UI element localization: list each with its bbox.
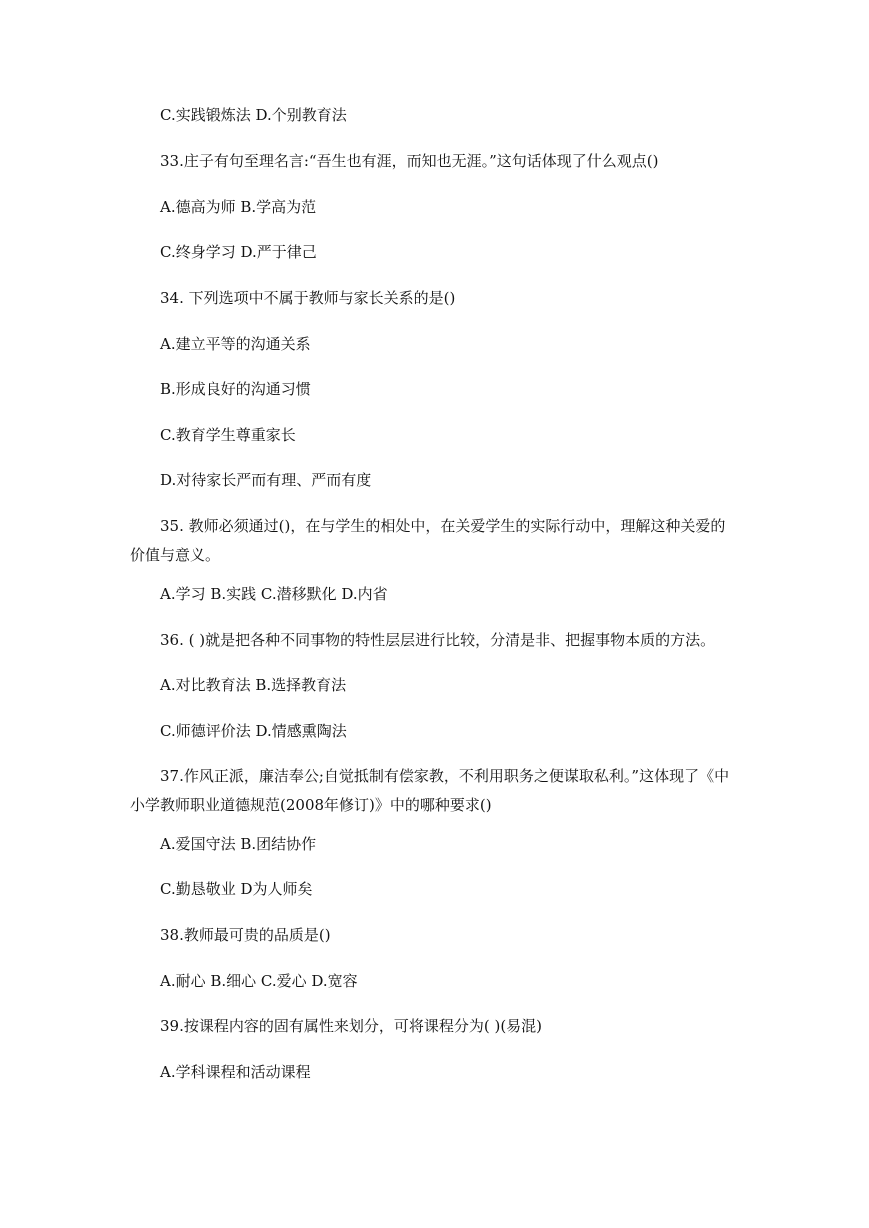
text-line: A.耐心 B.细心 C.爱心 D.宽容: [160, 972, 358, 990]
question-36: 36. ( )就是把各种不同事物的特性层层进行比较，分清是非、把握事物本质的方法。: [160, 631, 716, 649]
question-38: 38.教师最可贵的品质是(): [160, 926, 331, 944]
text-line: B.形成良好的沟通习惯: [160, 380, 311, 398]
question-34: 34. 下列选项中不属于教师与家长关系的是(): [160, 289, 456, 307]
text-line: A.建立平等的沟通关系: [160, 335, 311, 353]
text-line: A.学科课程和活动课程: [160, 1063, 311, 1081]
question-35: 35. 教师必须通过()，在与学生的相处中，在关爱学生的实际行动中，理解这种关爱的价值与意义。: [130, 517, 726, 564]
text-line: C.终身学习 D.严于律己: [160, 243, 317, 261]
text-line: C.师德评价法 D.情感熏陶法: [160, 722, 347, 740]
text-line: D.对待家长严而有理、严而有度: [160, 471, 372, 489]
question-37: 37.作风正派，廉洁奉公;自觉抵制有偿家教，不利用职务之便谋取私利。”这体现了《中小学教师职业道德规范(2008年修订)》中的哪种要求(): [130, 767, 730, 814]
text-line: C.实践锻炼法 D.个别教育法: [160, 106, 347, 124]
question-39: 39.按课程内容的固有属性来划分，可将课程分为( )(易混): [160, 1017, 543, 1035]
text-line: A.爱国守法 B.团结协作: [160, 835, 317, 853]
question-33: 33.庄子有句至理名言:“吾生也有涯，而知也无涯。”这句话体现了什么观点(): [160, 152, 659, 170]
text-line: A.学习 B.实践 C.潜移默化 D.内省: [160, 585, 388, 603]
text-line: A.德高为师 B.学高为范: [160, 198, 317, 216]
text-line: A.对比教育法 B.选择教育法: [160, 676, 347, 694]
text-line: C.教育学生尊重家长: [160, 426, 296, 444]
text-line: C.勤恳敬业 D为人师矣: [160, 880, 313, 898]
